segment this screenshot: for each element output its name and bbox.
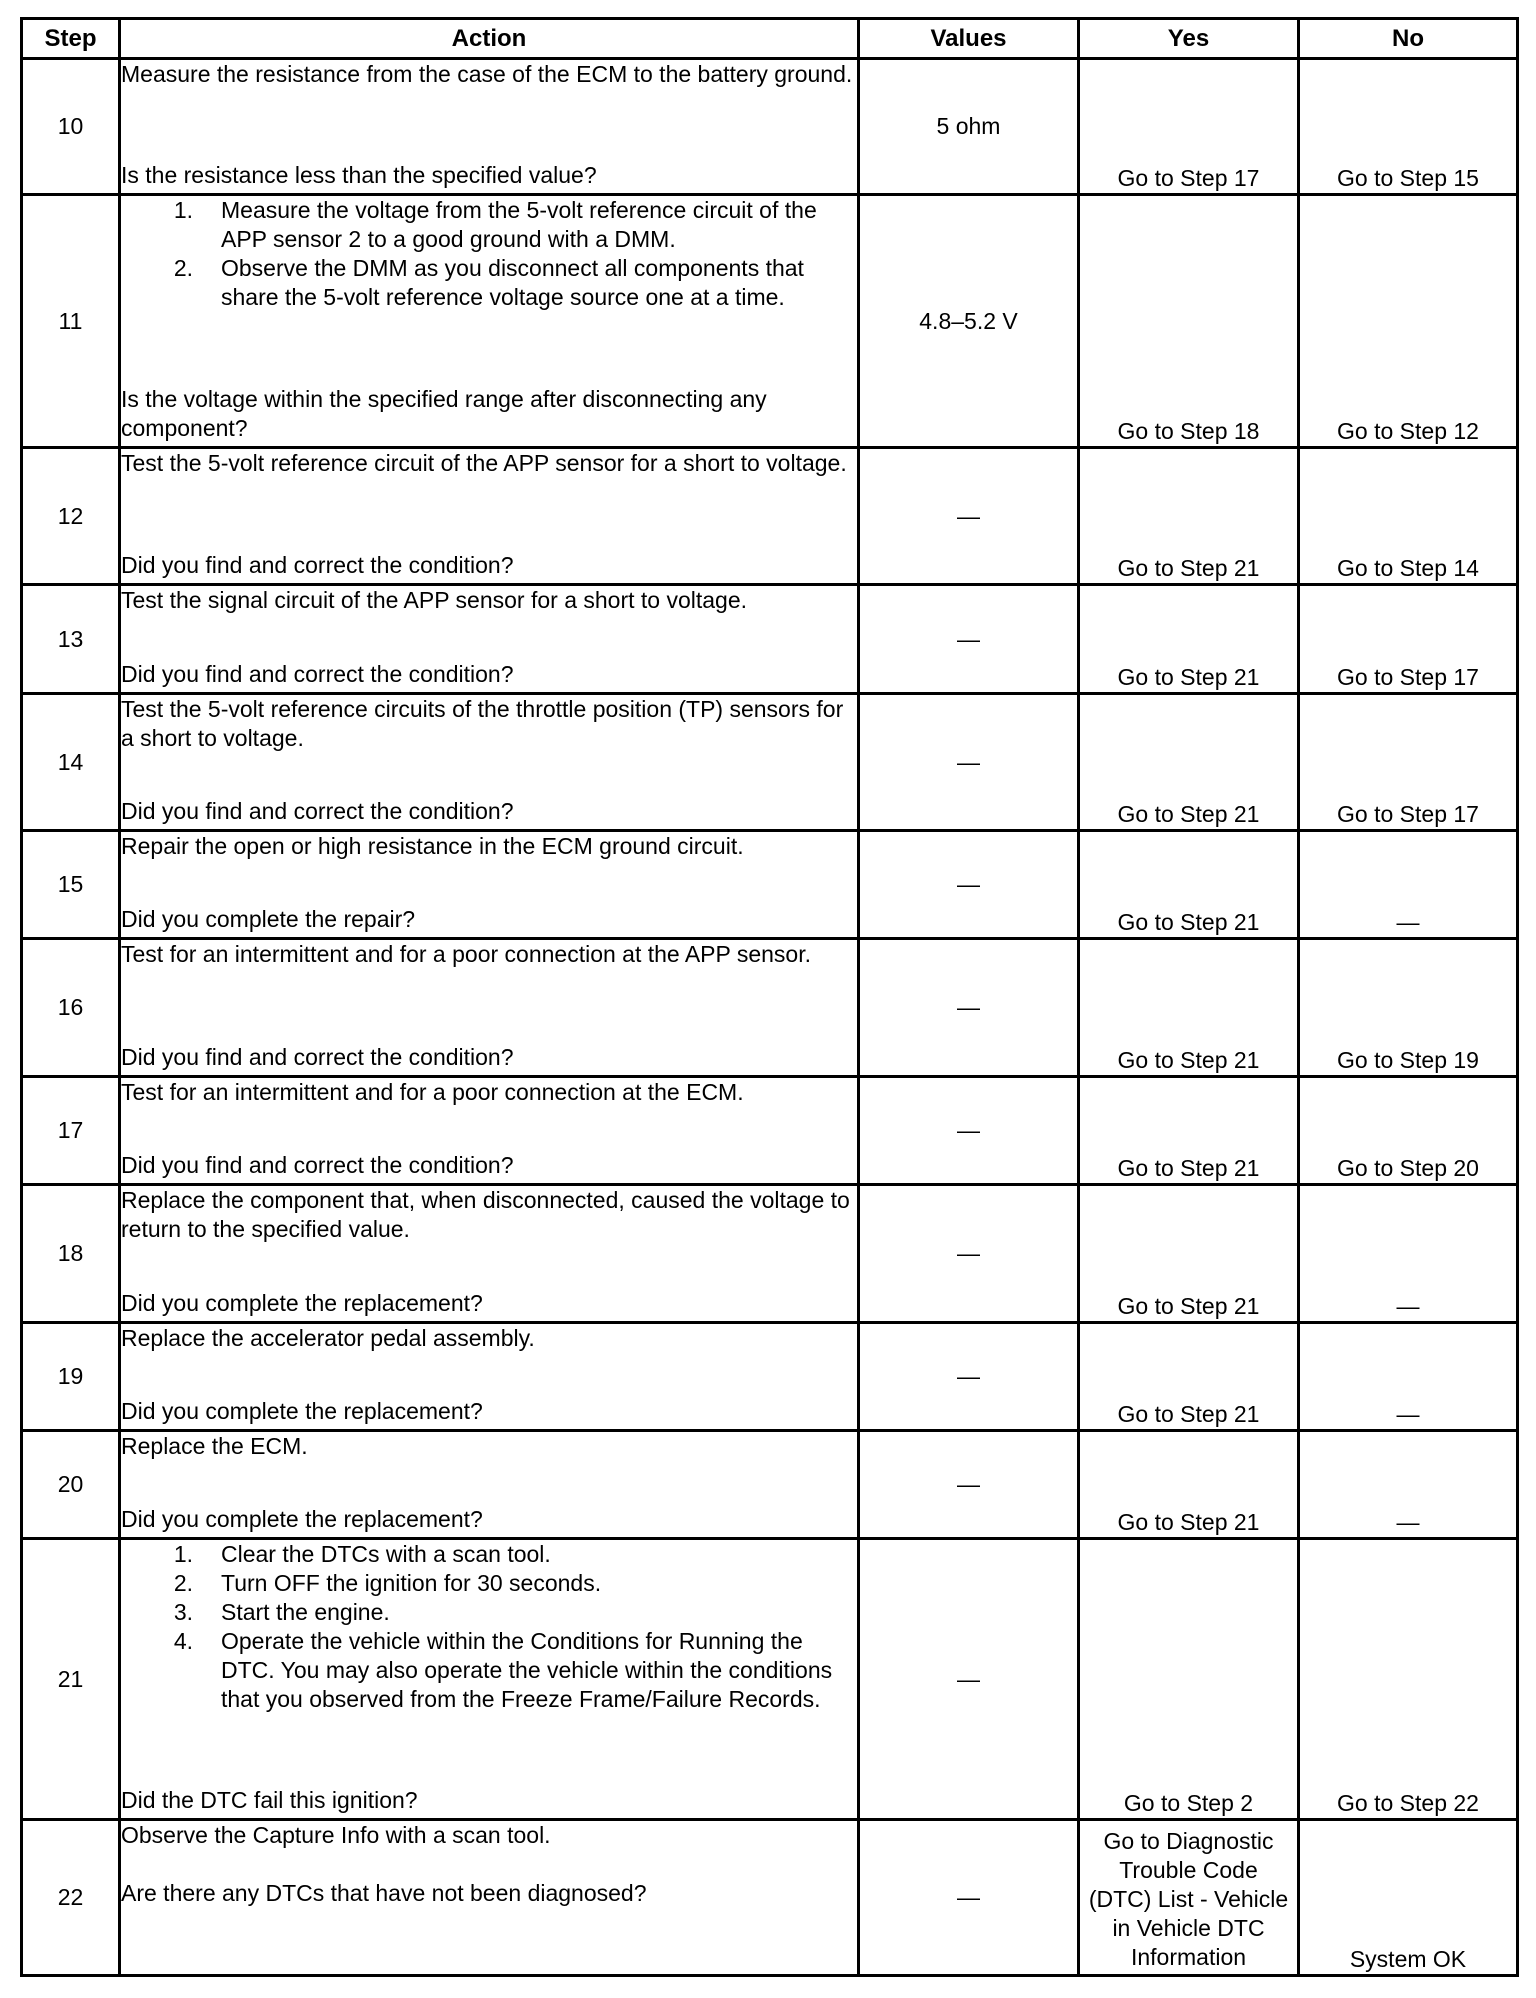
values-cell: 4.8–5.2 V <box>859 195 1079 448</box>
action-text: Test the 5-volt reference circuit of the APP sensor for a short to voltage. <box>121 450 847 476</box>
yes-cell: Go to Step 21 <box>1079 1431 1299 1539</box>
no-cell: Go to Step 14 <box>1299 448 1518 585</box>
step-number: 21 <box>22 1539 120 1820</box>
yes-cell: Go to Diagnostic Trouble Code (DTC) List - Vehicle in Vehicle DTC Information <box>1079 1820 1299 1976</box>
table-row <box>22 1185 1518 1323</box>
action-text: Repair the open or high resistance in the ECM ground circuit. <box>121 833 744 859</box>
action-text: Test the 5-volt reference circuits of the throttle position (TP) sensors for a short to voltage. <box>121 696 844 751</box>
action-question: Are there any DTCs that have not been diagnosed? <box>121 1880 647 1906</box>
step-number: 20 <box>22 1431 120 1539</box>
action-cell <box>120 448 859 585</box>
action-text: Observe the Capture Info with a scan tool. <box>121 1822 551 1848</box>
values-cell: — <box>859 1077 1079 1185</box>
table-row <box>22 1323 1518 1431</box>
step-number: 16 <box>22 939 120 1077</box>
no-cell: Go to Step 20 <box>1299 1077 1518 1185</box>
values-cell: 5 ohm <box>859 59 1079 195</box>
action-steps <box>121 196 857 312</box>
action-question: Did you complete the replacement? <box>121 1398 483 1424</box>
step-number: 10 <box>22 59 120 195</box>
no-cell: — <box>1299 1185 1518 1323</box>
values-cell: — <box>859 694 1079 831</box>
action-cell <box>120 694 859 831</box>
yes-cell: Go to Step 21 <box>1079 831 1299 939</box>
yes-cell: Go to Step 21 <box>1079 1077 1299 1185</box>
action-cell <box>120 939 859 1077</box>
no-cell: Go to Step 19 <box>1299 939 1518 1077</box>
values-cell: — <box>859 1323 1079 1431</box>
step-number: 14 <box>22 694 120 831</box>
action-question: Did you find and correct the condition? <box>121 798 514 824</box>
action-text: Test for an intermittent and for a poor connection at the APP sensor. <box>121 941 811 967</box>
values-cell: — <box>859 1185 1079 1323</box>
action-cell <box>120 59 859 195</box>
action-text: Replace the ECM. <box>121 1433 308 1459</box>
step-number: 11 <box>22 195 120 448</box>
table-row <box>22 1077 1518 1185</box>
action-cell <box>120 1539 859 1820</box>
action-question: Did you find and correct the condition? <box>121 661 514 687</box>
list-item: 2. Observe the DMM as you disconnect all components that share the 5-volt reference voltage source one at a time. <box>173 255 804 310</box>
step-number: 18 <box>22 1185 120 1323</box>
table-row <box>22 1431 1518 1539</box>
table-row <box>22 939 1518 1077</box>
header-step: Step <box>22 19 120 59</box>
step-number: 22 <box>22 1820 120 1976</box>
action-cell <box>120 195 859 448</box>
yes-cell: Go to Step 21 <box>1079 585 1299 694</box>
table-row <box>22 448 1518 585</box>
action-text: Test the signal circuit of the APP sensor for a short to voltage. <box>121 587 748 613</box>
no-cell: — <box>1299 831 1518 939</box>
list-item: 1. Clear the DTCs with a scan tool. <box>173 1541 551 1567</box>
values-cell: — <box>859 448 1079 585</box>
action-cell <box>120 1185 859 1323</box>
header-row <box>22 19 1518 59</box>
action-text: Replace the component that, when disconnected, caused the voltage to return to the specified value. <box>121 1187 850 1242</box>
table-row <box>22 195 1518 448</box>
list-item: 1. Measure the voltage from the 5-volt reference circuit of the APP sensor 2 to a good ground with a DMM. <box>173 197 817 252</box>
action-question: Did you complete the replacement? <box>121 1506 483 1532</box>
yes-cell: Go to Step 18 <box>1079 195 1299 448</box>
values-cell: — <box>859 939 1079 1077</box>
action-question: Did you find and correct the condition? <box>121 1044 514 1070</box>
action-cell <box>120 585 859 694</box>
header-values: Values <box>859 19 1079 59</box>
list-item: 3. Start the engine. <box>173 1599 390 1625</box>
yes-cell: Go to Step 21 <box>1079 1185 1299 1323</box>
values-cell: — <box>859 1820 1079 1976</box>
step-number: 13 <box>22 585 120 694</box>
yes-cell: Go to Step 21 <box>1079 939 1299 1077</box>
action-text: Measure the resistance from the case of the ECM to the battery ground. <box>121 61 853 87</box>
action-cell <box>120 831 859 939</box>
no-cell: Go to Step 17 <box>1299 694 1518 831</box>
action-cell <box>120 1431 859 1539</box>
diagnostic-table <box>20 17 1519 1977</box>
action-question: Did you find and correct the condition? <box>121 552 514 578</box>
values-cell: — <box>859 1431 1079 1539</box>
table-row <box>22 1539 1518 1820</box>
action-text: Test for an intermittent and for a poor connection at the ECM. <box>121 1079 744 1105</box>
yes-cell: Go to Step 2 <box>1079 1539 1299 1820</box>
no-cell: Go to Step 22 <box>1299 1539 1518 1820</box>
step-number: 12 <box>22 448 120 585</box>
yes-cell: Go to Step 21 <box>1079 694 1299 831</box>
no-cell: Go to Step 17 <box>1299 585 1518 694</box>
action-question: Did you complete the replacement? <box>121 1290 483 1316</box>
header-action: Action <box>120 19 859 59</box>
step-number: 17 <box>22 1077 120 1185</box>
table-row <box>22 694 1518 831</box>
no-cell: — <box>1299 1323 1518 1431</box>
values-cell: — <box>859 831 1079 939</box>
table-row <box>22 1820 1518 1976</box>
action-question: Did the DTC fail this ignition? <box>121 1787 418 1813</box>
action-cell <box>120 1077 859 1185</box>
action-cell <box>120 1323 859 1431</box>
action-question: Did you complete the repair? <box>121 906 416 932</box>
no-cell: — <box>1299 1431 1518 1539</box>
action-question: Is the resistance less than the specified value? <box>121 162 597 188</box>
header-yes: Yes <box>1079 19 1299 59</box>
yes-cell: Go to Step 17 <box>1079 59 1299 195</box>
step-number: 19 <box>22 1323 120 1431</box>
header-no: No <box>1299 19 1518 59</box>
list-item: 2. Turn OFF the ignition for 30 seconds. <box>173 1570 602 1596</box>
table-row <box>22 831 1518 939</box>
action-text: Replace the accelerator pedal assembly. <box>121 1325 535 1351</box>
yes-cell: Go to Step 21 <box>1079 1323 1299 1431</box>
yes-cell: Go to Step 21 <box>1079 448 1299 585</box>
step-number: 15 <box>22 831 120 939</box>
action-cell <box>120 1820 859 1976</box>
action-question: Did you find and correct the condition? <box>121 1152 514 1178</box>
no-cell: Go to Step 15 <box>1299 59 1518 195</box>
table-row <box>22 585 1518 694</box>
no-cell: System OK <box>1299 1820 1518 1976</box>
table-row <box>22 59 1518 195</box>
values-cell: — <box>859 585 1079 694</box>
values-cell: — <box>859 1539 1079 1820</box>
action-question: Is the voltage within the specified range after disconnecting any component? <box>121 386 767 441</box>
list-item: 4. Operate the vehicle within the Conditions for Running the DTC. You may also operate the vehicle within the conditions that you observed from the Freeze Frame/Failure Records. <box>173 1628 833 1712</box>
action-steps <box>121 1540 857 1714</box>
no-cell: Go to Step 12 <box>1299 195 1518 448</box>
